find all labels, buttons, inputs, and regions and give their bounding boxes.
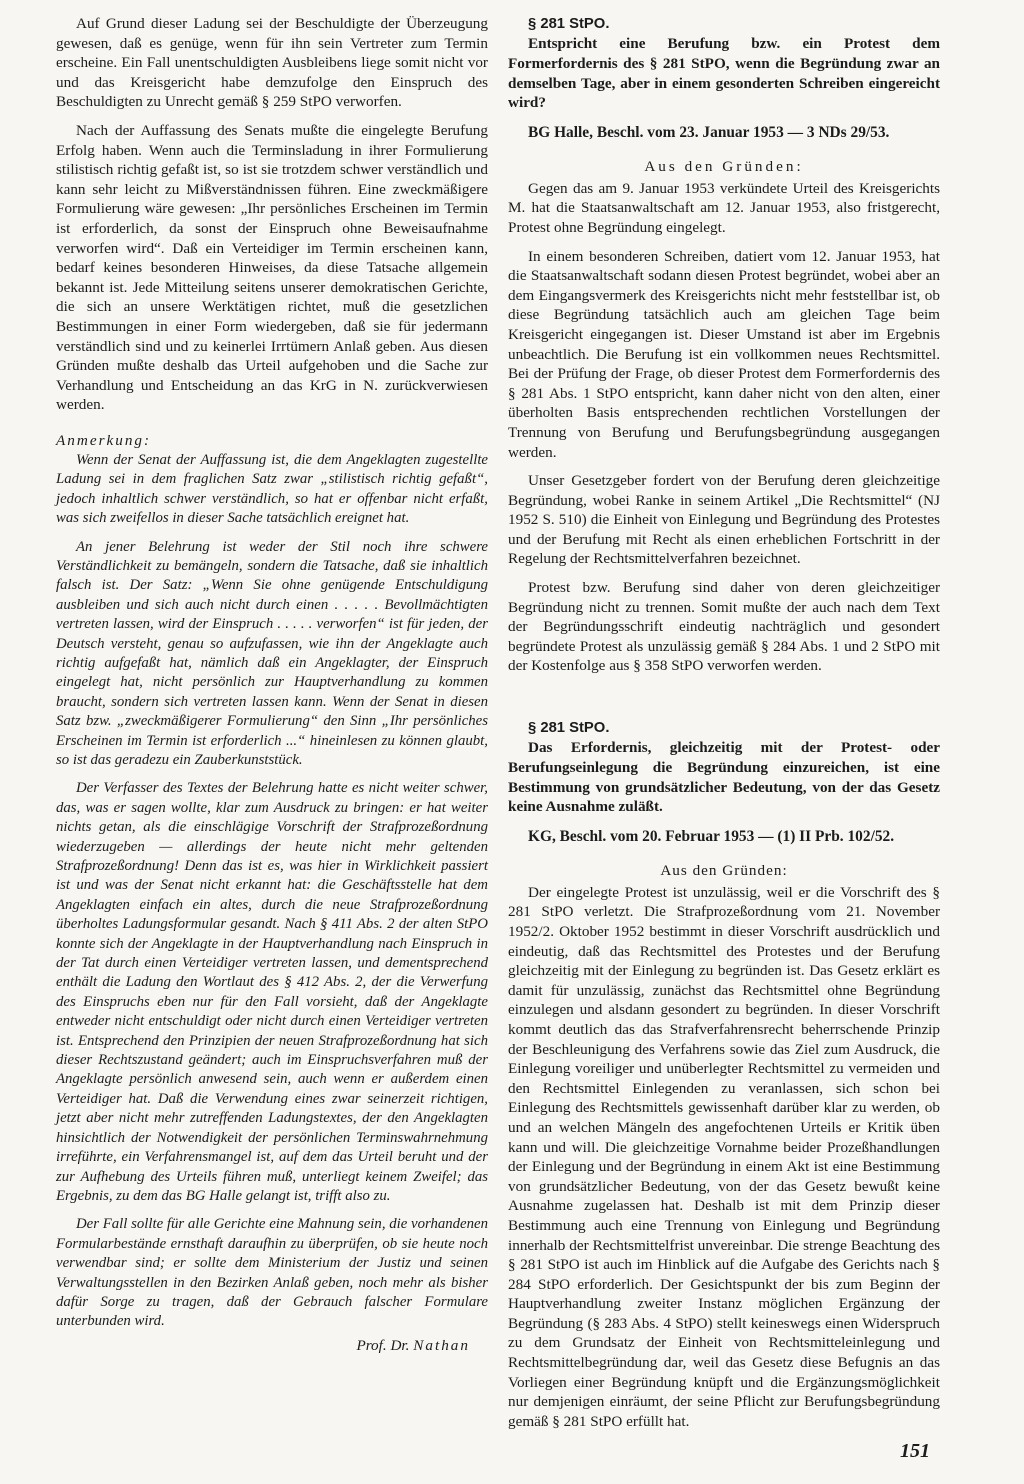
body-paragraph-2: Nach der Auffassung des Senats mußte die eingelegte Berufung Erfolg haben. Wenn auch die Terminsladung in ihrer Formulierung stilistisch richtig gefaßt ist, so ist sie trotzdem schwer verständlich und kann sehr leicht zu Mißverständnissen führen. Eine zweckmäßigere Formulierung wäre gewesen: „Ihr persönliches Erscheinen im Termin ist erforderlich, da sonst der Einspruch ohne Beweisaufnahme verworfen wird“. Daß ein Verteidiger im Termin erscheinen kann, bedarf keines besonderen Hinweises, da diese Tatsache allgemein bekannt ist. Jede Mitteilung seitens unserer demokratischen Gerichte, die sich an unsere Werktätigen richtet, muß die gesetzlichen Bestimmungen in einer Form wiedergeben, daß sie für jedermann verständlich sind und zu keinerlei Irrtümern Anlaß geben. Aus diesen Gründen mußte deshalb das Urteil aufgehoben und die Sache zur Verhandlung und Entscheidung an das KrG in N. zurückverwiesen werden. — [56, 121, 488, 414]
note-paragraph-3: Der Verfasser des Textes der Belehrung hatte es nicht weiter schwer, das, was er sagen wollte, klar zum Ausdruck zu bringen: er hat weiter nichts getan, als die einschlägige Vorschrift der Strafprozeßordnung wiederzugeben — allerdings der heute nicht mehr geltenden Strafprozeßordnung! Denn das ist es, was hier in Wirklichkeit passiert ist und was der Senat nicht erkannt hat: die Geschäftsstelle hat dem Angeklagten einfach ein altes, durch die neue Strafprozeßordnung überholtes Ladungsformular gesandt. Nach § 411 Abs. 2 der alten StPO konnte sich der Angeklagte in der Hauptverhandlung nach Einspruch in der Tat durch einen Verteidiger vertreten lassen, und dementsprechend enthält die Ladung den Wortlaut des § 412 Abs. 2, der die Verwerfung des Einspruchs eben nur für den Fall vorsieht, daß der Angeklagte entweder nicht entschuldigt oder nicht durch einen Verteidiger vertreten ist. Entsprechend den Prinzipien der neuen Strafprozeßordnung hat sich dieser Rechtszustand geändert; auch im Einspruchsverfahren muß der Angeklagte persönlich anwesend sein, auch wenn er außerdem einen Verteidiger hat. Daß die Verwendung eines zwar seinerzeit richtigen, jetzt aber nicht mehr zutreffenden Ladungstextes, der den Angeklagten hinsichtlich der Notwendigkeit der persönlichen Terminswahrnehmung irreführte, ein Verfahrensmangel ist, auf dem das Urteil beruht und der zur Aufhebung des Urteils führen muß, unterliegt keinem Zweifel; das Ergebnis, zu dem das BG Halle gelangt ist, trifft also zu. — [56, 780, 488, 1204]
case1-reasons-heading: Aus den Gründen: — [644, 158, 804, 176]
case1-section: § 281 StPO. — [528, 16, 610, 32]
case2-reference: KG, Beschl. vom 20. Februar 1953 — (1) II Prb. 102/52. — [528, 828, 895, 846]
case1-paragraph-1: Gegen das am 9. Januar 1953 verkündete Urteil des Kreisgerichts M. hat die Staatsanwaltschaft am 12. Januar 1953, also fristgerecht, Protest ohne Begründung eingelegt. — [508, 179, 940, 236]
case2-section: § 281 StPO. — [528, 720, 610, 737]
page-number: 151 — [900, 1440, 930, 1462]
signature-name: Nathan — [413, 1336, 470, 1354]
signature — [56, 1336, 488, 1356]
left-column — [56, 14, 488, 1355]
case1-headnote: Entspricht eine Berufung bzw. ein Protest dem Formerfordernis des § 281 StPO, wenn die Begründung zwar an demselben Tage, aber in einem gesonderten Schreiben eingereicht wird? — [508, 35, 940, 112]
right-column — [508, 14, 940, 1431]
body-paragraph-1: Auf Grund dieser Ladung sei der Beschuldigte der Überzeugung gewesen, daß es genüge, wenn für ihn sein Vertreter zum Termin erscheine. Ein Fall unentschuldigten Ausbleibens liege somit nicht vor und das Kreisgericht habe demzufolge den Einspruch des Beschuldigten zu Unrecht gemäß § 259 StPO verworfen. — [56, 15, 488, 111]
case2-paragraph-1: Der eingelegte Protest ist unzulässig, weil er die Vorschrift des § 281 StPO verletzt. Die Strafprozeßordnung vom 21. November 1952/2. Oktober 1952 bestimmt in dieser Vorschrift ausdrücklich und eindeutig, daß das Rechtsmittel des Protestes und der Berufung gleichzeitig mit der Einlegung zu begründen ist. Das Gesetz erklärt es damit für unzulässig, zunächst das Rechtsmittel ohne Begründung einzulegen und alsdann gesondert zu begründen. In dieser Vorschrift kommt deutlich das das Strafverfahrensrecht beherrschende Prinzip der Beschleunigung des Verfahrens sowie das Ziel zum Ausdruck, die Einlegung voreiliger und unüberlegter Rechtsmittel zu vermeiden und den Rechtsmittel Einlegenden zu veranlassen, sich schon bei Einlegung des Rechtsmittels gewissenhaft darüber klar zu werden, ob und an welchen Mängeln des angefochtenen Urteils er Kritik üben kann und will. Die gleichzeitige Vornahme beider Prozeßhandlungen der Einlegung und der Begründung in einem Akt ist eine Bestimmung von grundsätzlicher Bedeutung, von der das Gesetz bewußt keine Ausnahme zugelassen hat. Deshalb ist mit dem Prinzip dieser Bestimmung auch eine Trennung von Einlegung und Begründung innerhalb der Rechtsmittelfrist unvereinbar. Die strenge Beachtung des § 281 StPO ist auch im Hinblick auf die Aufgabe des Gerichts nach § 284 StPO erforderlich. Der Gesichtspunkt der bis zum Beginn der Hauptverhandlung zweiter Instanz möglichen Ergänzung der Begründung (§ 283 Abs. 4 StPO) stellt keineswegs einen Widerspruch zu dem Grundsatz der Einheit von Rechtsmitteleinlegung und Rechtsmittelbegründung dar, weil das Gesetz diese Befugnis an das Vorliegen einer Begründung knüpft und die Ergänzungsmöglichkeit nur demjenigen einräumt, der seine Pflicht zur Berufungsbegründung gemäß § 281 StPO erfüllt hat. — [508, 883, 940, 1430]
case1-paragraph-3: Unser Gesetzgeber fordert von der Berufung deren gleichzeitige Begründung, wobei Ranke in seinem Artikel „Die Rechtsmittel“ (NJ 1952 S. 510) die Einheit von Einlegung und Begründung des Protestes und der Berufung mit Recht als einen erheblichen Fortschritt in der Regelung der Rechtsmittelverfahren bezeichnet. — [508, 472, 940, 568]
case1-paragraph-2: In einem besonderen Schreiben, datiert vom 12. Januar 1953, hat die Staatsanwaltschaft sodann diesen Protest begründet, wobei aber an dem Eingangsvermerk des Kreisgerichts nicht mehr feststellbar ist, ob diese Begründung tatsächlich auch am gleichen Tage beim Kreisgericht eingegangen ist. Dieser Umstand ist aber im Ergebnis unbeachtlich. Die Berufung ist ein vollkommen neues Rechtsmittel. Bei der Prüfung der Frage, ob dieser Protest dem Formerfordernis des § 281 Abs. 1 StPO entspricht, kann daher nicht von den alten, einer überholten Basis entsprechenden rechtlichen Vorstellungen der Trennung von Berufung und Berufungsbegründung ausgegangen werden. — [508, 247, 940, 461]
note-paragraph-2: An jener Belehrung ist weder der Stil noch ihre schwere Verständlichkeit zu bemängeln, sondern die Tatsache, daß sie inhaltlich falsch ist. Der Satz: „Wenn Sie ohne genügende Entschuldigung ausbleiben und sich auch nicht durch einen . . . . . Bevollmächtigten vertreten lassen, wird der Einspruch . . . . . verworfen“ ist für jeden, der Deutsch versteht, genau so aufzufassen, wie ihn der Angeklagte auch richtig aufgefaßt hat, nämlich daß ein Angeklagter, der Einspruch eingelegt hat, nicht persönlich zur Hauptverhandlung zu kommen braucht, sondern sich vertreten lassen kann. Wenn der Senat in diesen Satz bzw. „zweckmäßigerer Formulierung“ den Sinn „Ihr persönliches Erscheinen im Termin ist erforderlich ...“ hineinlesen zu können glaubt, so ist das geradezu ein Zauberkunststück. — [56, 538, 488, 768]
case2-reasons-heading: Aus den Gründen: — [660, 862, 788, 880]
note-heading: Anmerkung: — [56, 431, 152, 449]
case1-reference: BG Halle, Beschl. vom 23. Januar 1953 — 3 NDs 29/53. — [528, 124, 890, 142]
note-paragraph-1: Wenn der Senat der Auffassung ist, die dem Angeklagten zugestellte Ladung sei in dem fraglichen Satz zwar „stilistisch richtig gefaßt“, jedoch inhaltlich schwer verständlich, so hat er offenbar nicht erfaßt, was sich zweifellos in dieser Sache tatsächlich ereignet hat. — [56, 451, 488, 527]
case-separator — [508, 676, 940, 718]
note-paragraph-4: Der Fall sollte für alle Gerichte eine Mahnung sein, die vorhandenen Formularbestände ernsthaft daraufhin zu überprüfen, ob sie heute noch verwendbar sind; er sollte dem Ministerium der Justiz und seinen Verwaltungsstellen in den Bezirken Anlaß geben, noch mehr als bisher dafür Sorge zu tragen, daß der Gebrauch falscher Formulare unterbunden wird. — [56, 1216, 488, 1330]
case1-paragraph-4: Protest bzw. Berufung sind daher von deren gleichzeitiger Begründung nicht zu trennen. Somit mußte der auch nach dem Text der Begründungsschrift eindeutig nachträglich und gesondert begründete Protest als unzulässig gemäß § 284 Abs. 1 und 2 StPO mit der Kostenfolge aus § 358 StPO verworfen werden. — [508, 579, 940, 675]
signature-title: Prof. Dr. — [356, 1336, 410, 1354]
case2-headnote: Das Erfordernis, gleichzeitig mit der Protest- oder Berufungseinlegung die Begründung einzureichen, ist eine Bestimmung von grundsätzlicher Bedeutung, von der das Gesetz keine Ausnahme zuläßt. — [508, 739, 940, 816]
